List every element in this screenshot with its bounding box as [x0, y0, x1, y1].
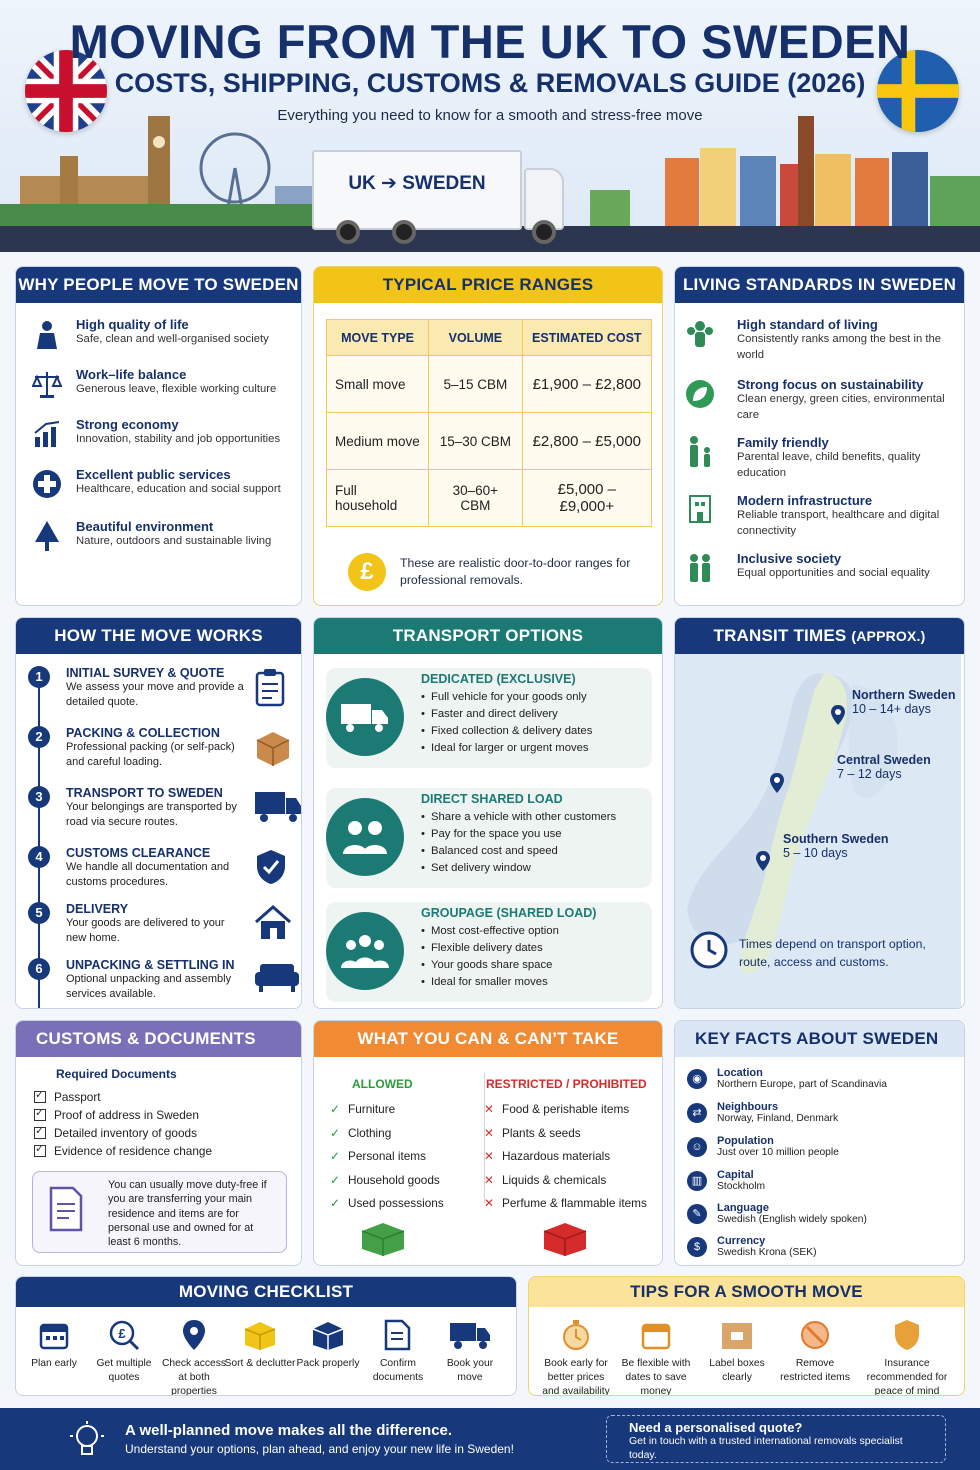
step-number: 6: [28, 958, 50, 980]
living-item: [683, 377, 954, 427]
fact-item: [687, 1135, 957, 1167]
step-number: 2: [28, 726, 50, 748]
fact-value: Stockholm: [717, 1181, 766, 1192]
transport-point: • Faster and direct delivery: [421, 706, 651, 723]
why-item-desc: Generous leave, flexible working culture: [76, 383, 277, 395]
living-item-title: Inclusive society: [737, 551, 842, 566]
step-item: [24, 846, 294, 902]
tip-item: [539, 1317, 613, 1396]
doc-label: Evidence of residence change: [54, 1144, 213, 1158]
tips-title: TIPS FOR A SMOOTH MOVE: [529, 1277, 964, 1307]
checklist-label: Plan early: [31, 1358, 77, 1369]
package-icon: [292, 1317, 364, 1353]
checklist-title: MOVING CHECKLIST: [16, 1277, 516, 1307]
fact-item: [687, 1101, 957, 1133]
allowed-item: [330, 1126, 391, 1140]
key-facts-title: KEY FACTS ABOUT SWEDEN: [675, 1021, 964, 1057]
doc-item: [34, 1108, 199, 1122]
duty-free-note: You can usually move duty-free if you are transferring your main residence and items are for personal use and owned for at least 6 months.: [108, 1179, 267, 1248]
transit-region: [783, 832, 889, 860]
pound-icon: £: [348, 553, 386, 591]
step-desc: We assess your move and provide a detailed quote.: [66, 681, 244, 709]
allowed-label: Used possessions: [348, 1196, 444, 1210]
transit-title-text: TRANSIT TIMES: [713, 626, 847, 645]
allowed-item: [330, 1196, 444, 1210]
why-item: [30, 519, 291, 559]
checklist-item: [434, 1317, 506, 1385]
group-icon: [326, 912, 404, 990]
currency-icon: $: [687, 1237, 707, 1257]
step-item: [24, 786, 294, 842]
tips-panel: [528, 1276, 965, 1396]
required-docs-subtitle: Required Documents: [56, 1067, 177, 1081]
fact-value: Swedish Krona (SEK): [717, 1247, 817, 1258]
why-item-title: Work–life balance: [76, 367, 187, 382]
restricted-label: Hazardous materials: [502, 1149, 611, 1163]
fact-label: Language: [717, 1202, 769, 1214]
why-item-desc: Healthcare, education and social support: [76, 483, 281, 495]
check-icon: ✓: [330, 1126, 340, 1140]
step-title: CUSTOMS CLEARANCE: [66, 846, 211, 860]
fact-label: Currency: [717, 1235, 766, 1247]
tip-label: Insurance recommended for peace of mind: [866, 1358, 948, 1396]
house-icon: [254, 904, 292, 947]
truck-icon: [434, 1317, 506, 1353]
people-icon: [683, 317, 717, 351]
living-item-desc: Equal opportunities and social equality: [737, 567, 930, 579]
step-item: [24, 726, 294, 782]
living-item: [683, 435, 954, 485]
checkbox-icon: [34, 1109, 46, 1121]
region-time: 10 – 14+ days: [852, 702, 931, 716]
allowed-item: [330, 1173, 440, 1187]
checklist-label: Pack properly: [296, 1358, 360, 1369]
cross-icon: ✕: [484, 1126, 494, 1140]
shield-check-icon: [254, 848, 288, 891]
step-number: 4: [28, 846, 50, 868]
tip-item: [619, 1317, 693, 1396]
duty-free-note-box: [32, 1171, 287, 1253]
fact-value: Northern Europe, part of Scandinavia: [717, 1079, 887, 1090]
doc-item: [34, 1126, 197, 1140]
restricted-item: [484, 1173, 606, 1187]
leaf-icon: [683, 377, 717, 411]
allowed-item: [330, 1102, 395, 1116]
how-move-works-panel: [15, 617, 302, 1009]
fact-label: Location: [717, 1067, 763, 1079]
step-title: UNPACKING & SETTLING IN: [66, 958, 235, 972]
doc-label: Detailed inventory of goods: [54, 1126, 197, 1140]
column-header: VOLUME: [429, 320, 522, 356]
transport-point: • Pay for the space you use: [421, 826, 651, 843]
why-item-desc: Nature, outdoors and sustainable living: [76, 535, 272, 547]
why-item-title: Excellent public services: [76, 467, 231, 482]
page-title: MOVING FROM THE UK TO SWEDEN: [69, 15, 911, 68]
quote-callout[interactable]: [606, 1415, 946, 1463]
tip-item: [859, 1317, 955, 1396]
price-ranges-title: TYPICAL PRICE RANGES: [314, 267, 662, 303]
checkbox-icon: [34, 1091, 46, 1103]
checklist-label: Sort & declutter: [224, 1358, 296, 1369]
doc-item: [34, 1090, 101, 1104]
transit-note: Times depend on transport option, route, access and customs.: [739, 937, 926, 969]
tip-item: [701, 1317, 773, 1385]
why-item-desc: Innovation, stability and job opportunities: [76, 433, 281, 445]
step-title: PACKING & COLLECTION: [66, 726, 220, 740]
step-item: [24, 666, 294, 722]
checklist-item: [18, 1317, 90, 1371]
red-box-icon: [540, 1219, 590, 1262]
transport-point: • Most cost-effective option: [421, 923, 651, 940]
transport-option-title: DIRECT SHARED LOAD: [421, 792, 563, 806]
transport-point: • Full vehicle for your goods only: [421, 689, 651, 706]
tree-icon: [30, 519, 64, 553]
living-item-desc: Parental leave, child benefits, quality education: [737, 451, 921, 479]
cost-cell: £1,900 – £2,800: [522, 356, 651, 413]
two-people-icon: [683, 551, 717, 585]
cross-icon: ✕: [484, 1196, 494, 1210]
why-move-panel: [15, 266, 302, 606]
family-icon: [683, 435, 717, 469]
why-item: [30, 367, 291, 407]
check-icon: ✓: [330, 1173, 340, 1187]
truck-label: UK ➔ SWEDEN: [348, 173, 486, 194]
transit-times-panel: [674, 617, 965, 1009]
svg-text:£: £: [118, 1326, 126, 1341]
sort-box-icon: [224, 1317, 296, 1353]
transport-point: • Ideal for larger or urgent moves: [421, 740, 651, 757]
why-item-desc: Safe, clean and well-organised society: [76, 333, 269, 345]
transport-point: • Share a vehicle with other customers: [421, 809, 651, 826]
step-title: DELIVERY: [66, 902, 129, 916]
population-icon: ☺: [687, 1137, 707, 1157]
step-desc: Your goods are delivered to your new home.: [66, 917, 225, 945]
neighbours-icon: ⇄: [687, 1103, 707, 1123]
price-ranges-panel: [313, 266, 663, 606]
fact-label: Population: [717, 1135, 774, 1147]
transit-times-title: [675, 618, 964, 654]
living-item-title: Modern infrastructure: [737, 493, 873, 508]
customs-title: CUSTOMS & DOCUMENTS: [16, 1021, 301, 1057]
pound-search-icon: [88, 1317, 160, 1353]
restricted-item: [484, 1126, 581, 1140]
volume-cell: 15–30 CBM: [429, 413, 522, 470]
hero-banner: [0, 0, 980, 252]
transport-options-title: TRANSPORT OPTIONS: [314, 618, 662, 654]
region-name: Central Sweden: [837, 753, 931, 767]
checklist-label: Check access at both properties: [161, 1358, 227, 1396]
allowed-label: Personal items: [348, 1149, 427, 1163]
fact-item: [687, 1169, 957, 1201]
price-table: [326, 319, 652, 527]
fact-label: Capital: [717, 1169, 754, 1181]
fact-item: [687, 1067, 957, 1099]
living-standards-title: LIVING STANDARDS IN SWEDEN: [675, 267, 964, 303]
step-desc: Your belongings are transported by road via secure routes.: [66, 801, 237, 829]
restricted-title: RESTRICTED / PROHIBITED: [486, 1077, 647, 1091]
lightbulb-icon: [70, 1420, 104, 1465]
footer: [0, 1408, 980, 1470]
scales-icon: [30, 367, 64, 401]
transit-region: [837, 753, 931, 781]
fact-value: Swedish (English widely spoken): [717, 1214, 867, 1225]
fact-item: [687, 1202, 957, 1234]
step-number: 1: [28, 666, 50, 688]
living-item-desc: Clean energy, green cities, environmental care: [737, 393, 945, 421]
box-icon: [254, 728, 292, 773]
doc-label: Passport: [54, 1090, 101, 1104]
why-item: [30, 467, 291, 507]
fact-value: Just over 10 million people: [717, 1147, 839, 1158]
transport-options-panel: [313, 617, 663, 1009]
checklist-item: [158, 1317, 230, 1396]
transport-option-card: [326, 902, 652, 1002]
restricted-label: Food & perishable items: [502, 1102, 630, 1116]
transport-point: • Balanced cost and speed: [421, 843, 651, 860]
volume-cell: 5–15 CBM: [429, 356, 522, 413]
check-icon: ✓: [330, 1102, 340, 1116]
living-item: [683, 551, 954, 601]
cost-cell: £5,000 – £9,000+: [522, 470, 651, 527]
fact-value: Norway, Finland, Denmark: [717, 1113, 839, 1124]
language-icon: ✎: [687, 1204, 707, 1224]
cross-icon: ✕: [484, 1173, 494, 1187]
label-box-icon: [701, 1317, 773, 1353]
allowed-label: Clothing: [348, 1126, 392, 1140]
doc-label: Proof of address in Sweden: [54, 1108, 199, 1122]
why-move-title: WHY PEOPLE MOVE TO SWEDEN: [16, 267, 301, 303]
step-item: [24, 902, 294, 958]
tip-item: [779, 1317, 851, 1385]
allowed-label: Household goods: [348, 1173, 440, 1187]
restricted-label: Liquids & chemicals: [502, 1173, 607, 1187]
transport-option-card: [326, 668, 652, 768]
step-number: 3: [28, 786, 50, 808]
page-subtitle: COSTS, SHIPPING, CUSTOMS & REMOVALS GUIDE (2026): [114, 68, 866, 98]
truck-illustration: [312, 150, 566, 246]
cross-icon: ✕: [484, 1149, 494, 1163]
transit-title-suffix: (APPROX.): [851, 628, 926, 644]
checkbox-icon: [34, 1145, 46, 1157]
transit-region: [852, 688, 956, 716]
column-header: ESTIMATED COST: [522, 320, 651, 356]
check-icon: ✓: [330, 1149, 340, 1163]
move-type-cell: Medium move: [327, 413, 429, 470]
checklist-item: [224, 1317, 296, 1371]
stopwatch-icon: [539, 1317, 613, 1353]
capital-building-icon: ▥: [687, 1171, 707, 1191]
key-facts-panel: [674, 1020, 965, 1266]
checkbox-icon: [34, 1127, 46, 1139]
why-item: [30, 417, 291, 457]
column-header: MOVE TYPE: [327, 320, 429, 356]
step-number: 5: [28, 902, 50, 924]
allowed-label: Furniture: [348, 1102, 396, 1116]
cross-icon: ✕: [484, 1102, 494, 1116]
sofa-icon: [254, 960, 300, 999]
region-name: Southern Sweden: [783, 832, 889, 846]
step-desc: Optional unpacking and assembly services available.: [66, 973, 232, 1001]
green-box-icon: [358, 1219, 408, 1262]
medical-cross-icon: [30, 467, 64, 501]
transport-point: • Ideal for smaller moves: [421, 974, 651, 991]
living-item: [683, 317, 954, 367]
volume-cell: 30–60+ CBM: [429, 470, 522, 527]
person-icon: [30, 317, 64, 351]
living-item-title: Family friendly: [737, 435, 829, 450]
table-header-row: [327, 320, 652, 356]
no-entry-icon: [779, 1317, 851, 1353]
living-item-title: Strong focus on sustainability: [737, 377, 924, 392]
restricted-item: [484, 1102, 629, 1116]
checklist-item: [362, 1317, 434, 1385]
tip-label: Label boxes clearly: [709, 1358, 765, 1383]
transport-point: • Your goods share space: [421, 957, 651, 974]
step-desc: We handle all documentation and customs procedures.: [66, 861, 230, 889]
map-pin-icon: [830, 704, 846, 726]
tip-label: Book early for better prices and availability: [542, 1358, 610, 1396]
page-tagline: Everything you need to know for a smooth and stress-free move: [277, 107, 703, 124]
checklist-item: [292, 1317, 364, 1371]
restricted-item: [484, 1149, 610, 1163]
region-name: Northern Sweden: [852, 688, 956, 702]
living-item: [683, 493, 954, 543]
transport-option-card: [326, 788, 652, 888]
map-pin-icon: [769, 772, 785, 794]
clipboard-icon: [254, 668, 288, 713]
footer-main-text: A well-planned move makes all the difference.: [125, 1422, 453, 1439]
chart-icon: [30, 417, 64, 451]
step-title: INITIAL SURVEY & QUOTE: [66, 666, 225, 680]
checklist-item: [88, 1317, 160, 1385]
transport-option-title: GROUPAGE (SHARED LOAD): [421, 906, 597, 920]
document-icon: [49, 1186, 83, 1237]
move-type-cell: Small move: [327, 356, 429, 413]
footer-sub-text: Understand your options, plan ahead, and enjoy your new life in Sweden!: [125, 1442, 514, 1456]
table-row: [327, 413, 652, 470]
how-move-works-title: HOW THE MOVE WORKS: [16, 618, 301, 654]
why-item-title: High quality of life: [76, 317, 189, 332]
map-pin-icon: [755, 850, 771, 872]
restricted-label: Perfume & flammable items: [502, 1196, 647, 1210]
calendar-icon: [619, 1317, 693, 1353]
step-desc: Professional packing (or self-pack) and careful loading.: [66, 741, 235, 769]
location-pin-icon: [158, 1317, 230, 1353]
fact-item: [687, 1235, 957, 1266]
calendar-icon: [18, 1317, 90, 1353]
restricted-item: [484, 1196, 647, 1210]
living-item-desc: Reliable transport, healthcare and digital connectivity: [737, 509, 940, 537]
truck-icon: [254, 788, 302, 829]
living-item-title: High standard of living: [737, 317, 878, 332]
why-item-title: Strong economy: [76, 417, 179, 432]
clock-icon: [689, 930, 729, 975]
quote-text: Get in touch with a trusted international removals specialist today.: [629, 1435, 903, 1461]
customs-documents-panel: [15, 1020, 302, 1266]
move-type-cell: Full household: [327, 470, 429, 527]
truck-icon: [326, 678, 404, 756]
why-item: [30, 317, 291, 357]
restricted-label: Plants & seeds: [502, 1126, 581, 1140]
check-icon: ✓: [330, 1196, 340, 1210]
region-time: 7 – 12 days: [837, 767, 902, 781]
table-row: [327, 356, 652, 413]
allowed-title: ALLOWED: [352, 1077, 413, 1091]
transport-point: • Fixed collection & delivery dates: [421, 723, 651, 740]
why-item-title: Beautiful environment: [76, 519, 214, 534]
checklist-label: Confirm documents: [372, 1358, 424, 1383]
cost-cell: £2,800 – £5,000: [522, 413, 651, 470]
region-time: 5 – 10 days: [783, 846, 848, 860]
transport-option-title: DEDICATED (EXCLUSIVE): [421, 672, 576, 686]
quote-title: Need a personalised quote?: [629, 1420, 803, 1435]
doc-item: [34, 1144, 212, 1158]
can-cant-take-title: WHAT YOU CAN & CAN’T TAKE: [314, 1021, 662, 1057]
transport-point: • Flexible delivery dates: [421, 940, 651, 957]
step-title: TRANSPORT TO SWEDEN: [66, 786, 223, 800]
allowed-item: [330, 1149, 426, 1163]
price-note: These are realistic door-to-door ranges for professional removals.: [400, 556, 631, 588]
moving-checklist-panel: [15, 1276, 517, 1396]
table-row: [327, 470, 652, 527]
location-pin-icon: ◉: [687, 1069, 707, 1089]
fact-label: Neighbours: [717, 1101, 779, 1113]
step-item: [24, 958, 294, 1009]
transport-point: • Set delivery window: [421, 860, 651, 877]
document-check-icon: [362, 1317, 434, 1353]
two-users-icon: [326, 798, 404, 876]
tip-label: Remove restricted items: [780, 1358, 850, 1383]
living-standards-panel: [674, 266, 965, 606]
living-item-desc: Consistently ranks among the best in the world: [737, 333, 942, 361]
shield-icon: [859, 1317, 955, 1353]
checklist-label: Get multiple quotes: [96, 1358, 152, 1383]
checklist-label: Book your move: [446, 1358, 494, 1383]
building-icon: [683, 493, 717, 527]
can-cant-take-panel: [313, 1020, 663, 1266]
tip-label: Be flexible with dates to save money: [621, 1358, 691, 1396]
